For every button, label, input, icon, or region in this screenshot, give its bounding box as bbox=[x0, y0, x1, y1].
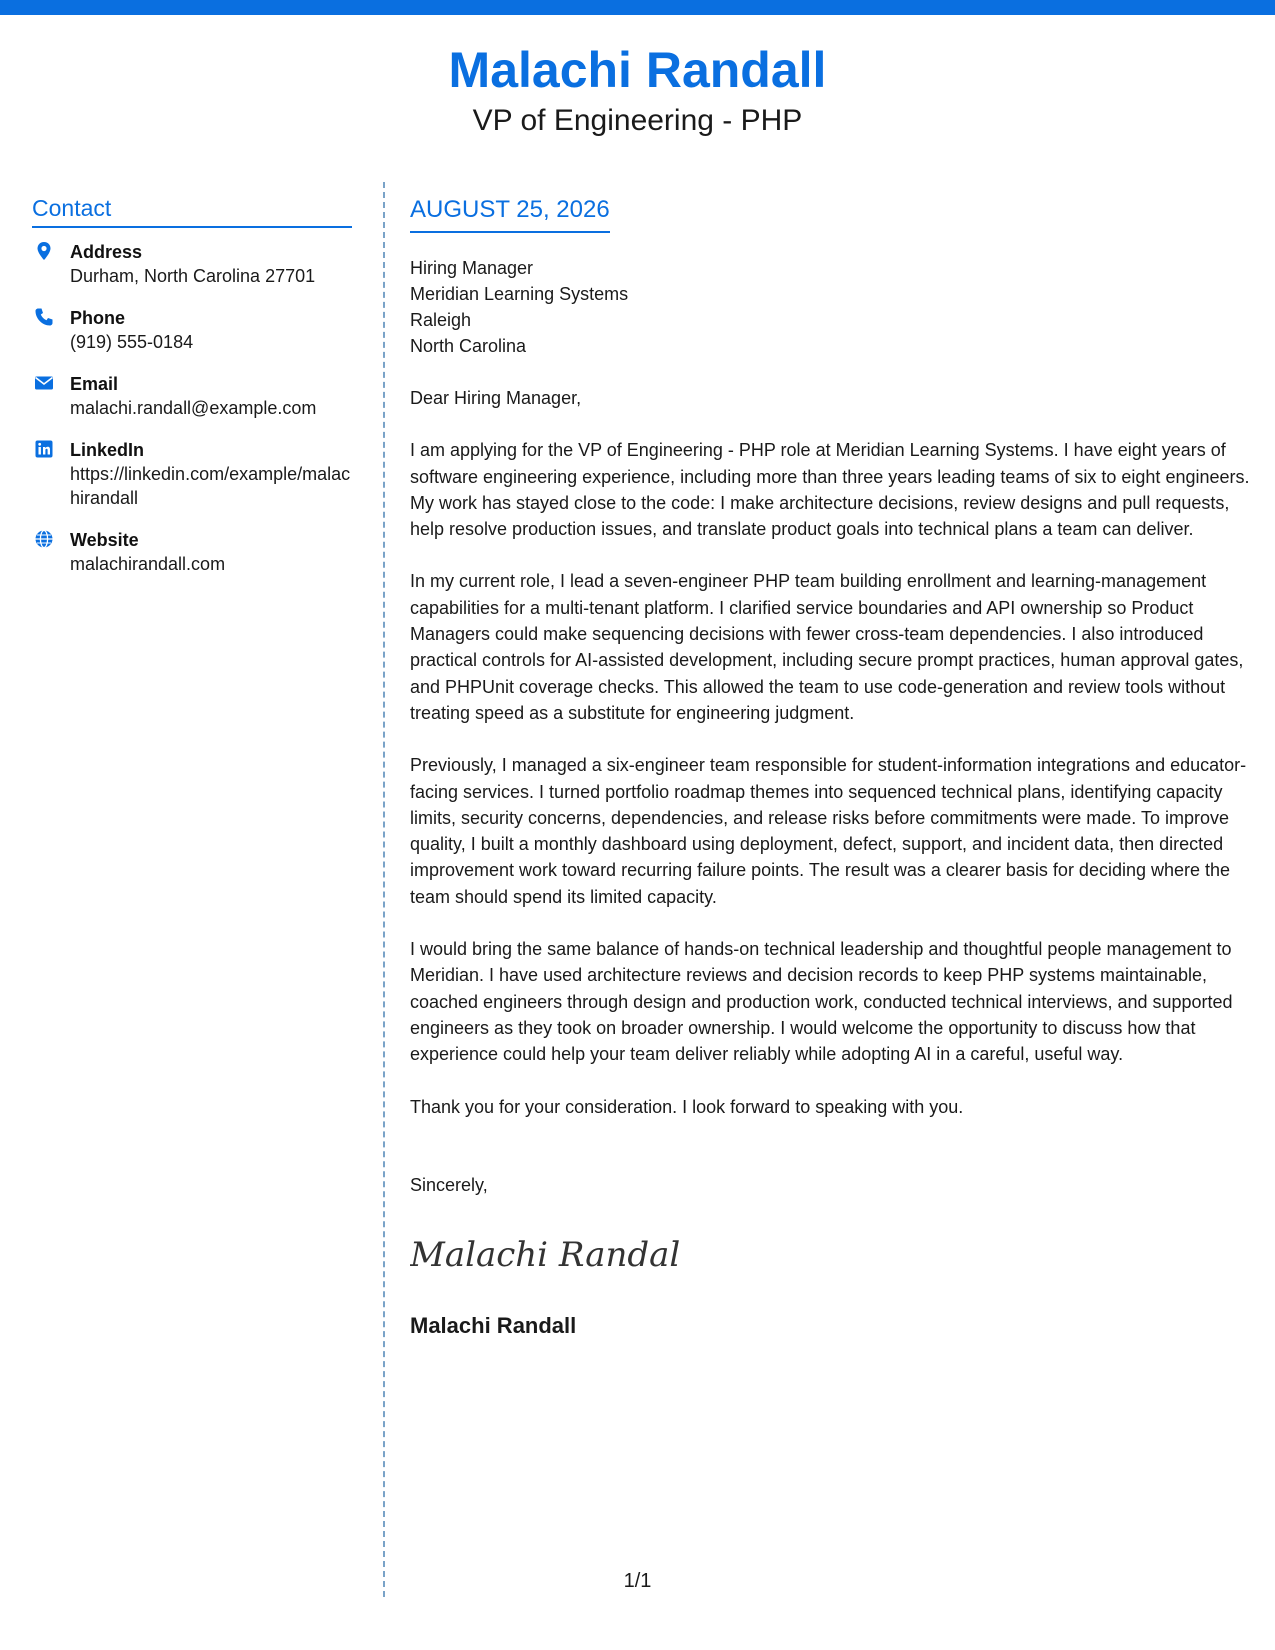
phone-icon bbox=[34, 307, 54, 327]
letter-paragraph: Thank you for your consideration. I look forward to speaking with you. bbox=[410, 1096, 964, 1117]
contact-value: Durham, North Carolina 27701 bbox=[70, 266, 316, 286]
contact-value: malachirandall.com bbox=[70, 554, 226, 574]
map-pin-icon bbox=[34, 241, 54, 261]
closing: Sincerely, bbox=[410, 1174, 488, 1195]
letter-paragraph: I am applying for the VP of Engineering - PHP role at Meridian Learning Systems. I have eight years of software engineering experience, including more than three years leading teams of six to eight engineers. My work has stayed close to the code: I make architecture decisions, review designs and pull requests, help resolve production issues, and translate product goals into technical plans a team can deliver. bbox=[410, 440, 1250, 540]
contact-label: Address bbox=[70, 242, 143, 262]
recipient-line: Hiring Manager bbox=[410, 258, 534, 278]
contact-label: Phone bbox=[70, 308, 126, 328]
contact-phone bbox=[32, 306, 352, 354]
globe-icon bbox=[34, 529, 54, 549]
contact-value: (919) 555-0184 bbox=[70, 332, 194, 352]
handwritten-signature bbox=[410, 1230, 680, 1280]
recipient-line: Raleigh bbox=[410, 310, 472, 330]
column-divider bbox=[383, 182, 385, 1597]
contact-label: Website bbox=[70, 530, 139, 550]
salutation: Dear Hiring Manager, bbox=[410, 388, 582, 408]
contact-label: LinkedIn bbox=[70, 440, 145, 460]
job-title: VP of Engineering - PHP bbox=[472, 104, 803, 137]
envelope-icon bbox=[34, 373, 54, 393]
letter-body bbox=[410, 195, 1250, 1340]
letter-paragraph: In my current role, I lead a seven-engineer PHP team building enrollment and learning-management capabilities for a multi-tenant platform. I clarified service boundaries and API ownership so Product Managers could make sequencing decisions with fewer cross-team dependencies. I also introduced practical controls for AI-assisted development, including secure prompt practices, human approval gates, and PHPUnit coverage checks. This allowed the team to use code-generation and review tools without treating speed as a substitute for engineering judgment. bbox=[410, 571, 1244, 723]
recipient-line: North Carolina bbox=[410, 336, 527, 356]
contact-linkedin bbox=[32, 438, 352, 510]
top-accent-bar bbox=[0, 0, 1275, 15]
contact-value: malachi.randall@example.com bbox=[70, 398, 317, 418]
contact-label: Email bbox=[70, 374, 119, 394]
signature-text: Malachi Randall bbox=[410, 1235, 680, 1276]
recipient-block bbox=[410, 255, 1250, 359]
signer-name: Malachi Randall bbox=[410, 1313, 577, 1339]
contact-address bbox=[32, 240, 352, 288]
page-number: 1/1 bbox=[623, 1570, 652, 1592]
contact-sidebar bbox=[32, 195, 352, 594]
contact-email bbox=[32, 372, 352, 420]
contact-list bbox=[32, 240, 352, 576]
contact-website bbox=[32, 528, 352, 576]
contact-heading: Contact bbox=[32, 195, 352, 228]
contact-value: https://linkedin.com/example/malachirandall bbox=[70, 464, 351, 508]
letter-paragraph: Previously, I managed a six-engineer team responsible for student-information integrations and educator-facing services. I turned portfolio roadmap themes into sequenced technical plans, identifying capacity limits, security concerns, dependencies, and release risks before commitments were made. To improve quality, I built a monthly dashboard using deployment, defect, support, and incident data, then directed improvement work toward recurring failure points. The result was a clearer basis for deciding where the team should spend its limited capacity. bbox=[410, 755, 1247, 907]
linkedin-icon bbox=[34, 439, 54, 459]
recipient-line: Meridian Learning Systems bbox=[410, 284, 629, 304]
candidate-name: Malachi Randall bbox=[448, 42, 827, 98]
header bbox=[0, 40, 1275, 140]
letter-date: AUGUST 25, 2026 bbox=[410, 195, 610, 233]
letter-paragraph: I would bring the same balance of hands-on technical leadership and thoughtful people management to Meridian. I have used architecture reviews and decision records to keep PHP systems maintainable, coached engineers through design and production work, conducted technical interviews, and supported engineers as they took on broader ownership. I would welcome the opportunity to discuss how that experience could help your team deliver reliably while adopting AI in a careful, useful way. bbox=[410, 939, 1233, 1065]
